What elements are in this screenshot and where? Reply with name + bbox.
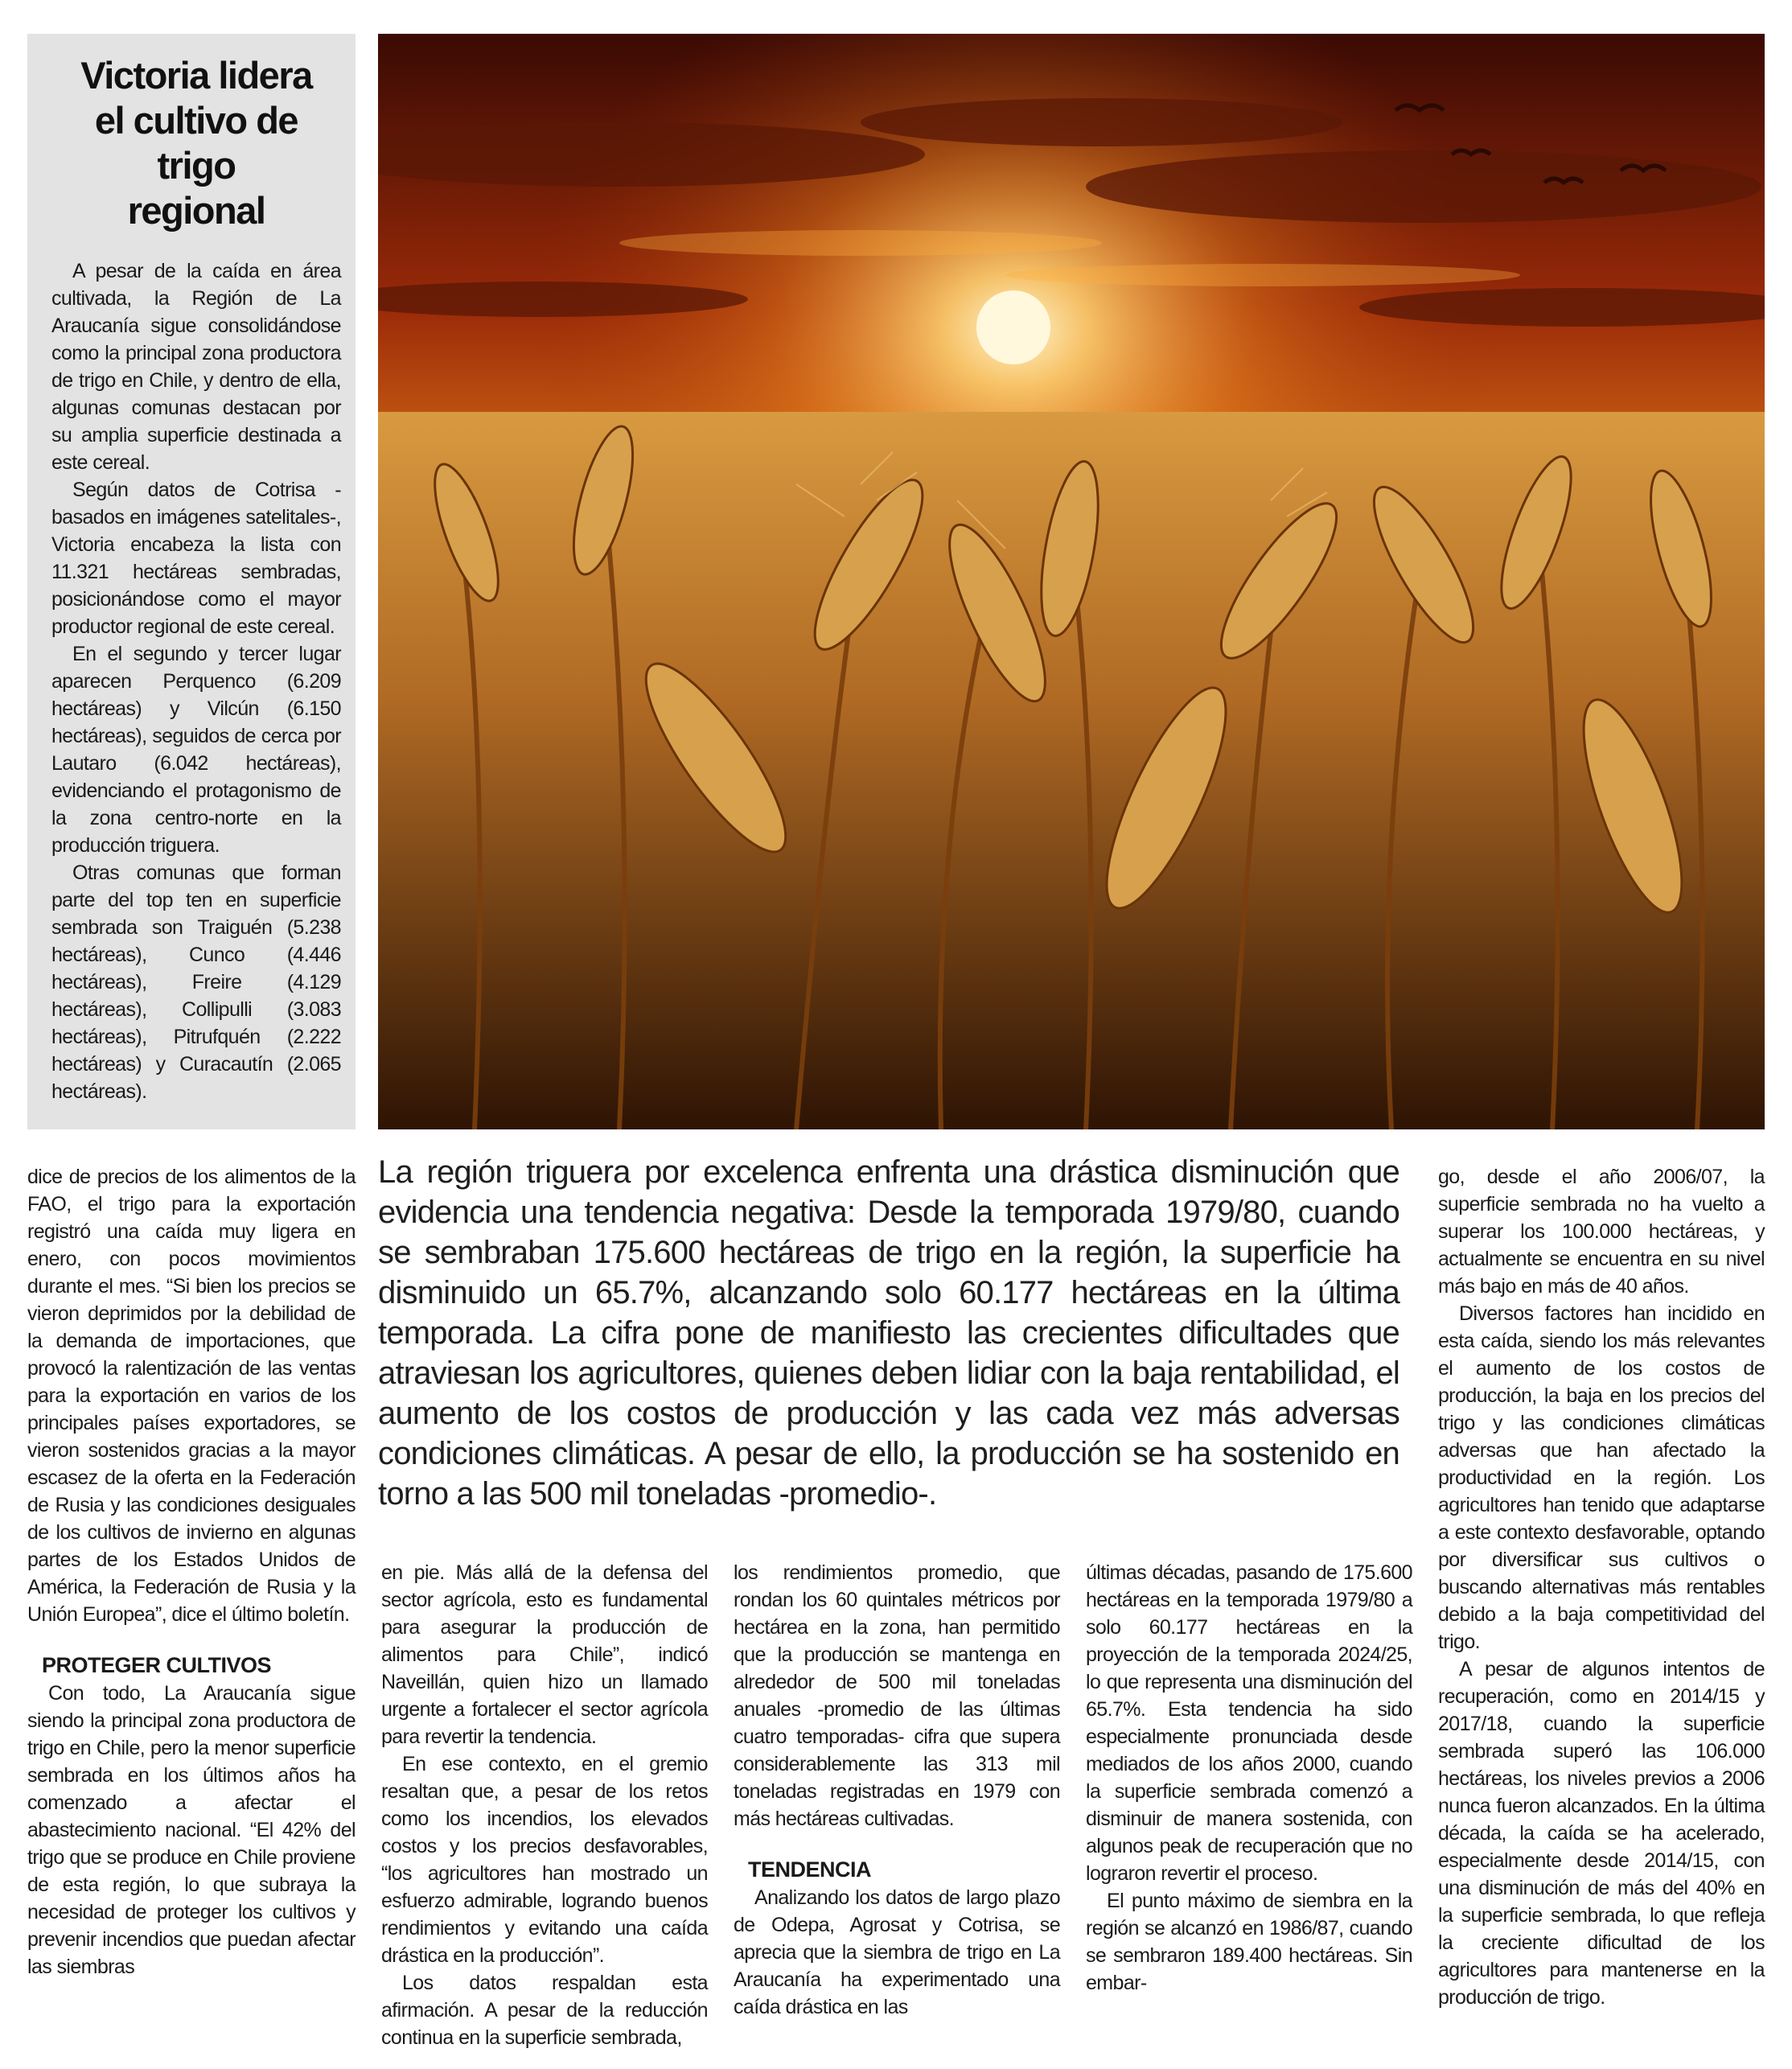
article-paragraph: A pesar de algunos intentos de recuperación, como en 2014/15 y 2017/18, cuando la superficie sembrada superó las 106.000 hectáreas, los niveles previos a 2006 nunca fueron alcanzados. En la última década, la caída se ha acelerado, especialmente desde 2014/15, con una disminución de más del 40% en la superficie sembrada, lo que refleja la creciente dificultad de los agricultores para mantenerse en la producción de trigo. [1438,1658,1765,2009]
article-paragraph: dice de precios de los alimentos de la FAO, el trigo para la exportación registró una caída muy ligera en enero, con pocos movimientos durante el mes. “Si bien los precios se vieron deprimidos por la debilidad de la demanda de importaciones, que provocó la ralentización de las ventas para la exportación en varios de los principales países exportadores, se vieron sostenidos gracias a la mayor escasez de la oferta en la Federación de Rusia y las condiciones desiguales de los cultivos de invierno en algunas partes de los Estados Unidos de América, la Federación de Rusia y la Unión Europea”, dice el último boletín. [27,1166,356,1626]
sidebar-paragraph: Otras comunas que forman parte del top ten en superficie sembrada son Traiguén (5.238 hectáreas), Cunco (4.446 hectáreas), Freire (4.129 hectáreas), Collipulli (3.083 hectáreas), Pitrufquén (2.222 hectáreas) y Curacautín (2.065 hectáreas). [51,862,341,1103]
article-paragraph: En ese contexto, en el gremio resaltan que, a pesar de los retos como los incendios, los elevados costos y los precios desfavorables, “los agricultores han mostrado un esfuerzo admirable, logrando buenos rendimientos y evitando una caída drástica en la producción”. [381,1753,708,1967]
article-column-2 [381,1559,708,2051]
article-column-5 [1438,1163,1765,2011]
sidebar-paragraph: A pesar de la caída en área cultivada, la Región de La Araucanía sigue consolidándose como la principal zona productora de trigo en Chile, y dentro de ella, algunas comunas destacan por su amplia superficie destinada a este cereal. [51,260,341,474]
article-paragraph: Diversos factores han incidido en esta caída, siendo los más relevantes el aumento de los costos de producción, la baja en los precios del trigo y las condiciones climáticas adversas que han afectado la productividad en la región. Los agricultores han tenido que adaptarse a este contexto desfavorable, optando por diversificar sus cultivos o buscando alternativas más rentables debido a la baja competitividad del trigo. [1438,1302,1765,1653]
sidebar-paragraph: Según datos de Cotrisa -basados en imágenes satelitales-, Victoria encabeza la lista con 11.321 hectáreas sembradas, posicionándose como el mayor productor regional de este cereal. [51,479,341,638]
sidebar-paragraph: En el segundo y tercer lugar aparecen Perquenco (6.209 hectáreas) y Vilcún (6.150 hectáreas), seguidos de cerca por Lautaro (6.042 hectáreas), evidenciando el protagonismo de la zona centro-norte en la producción triguera. [51,643,341,857]
article-paragraph: El punto máximo de siembra en la región se alcanzó en 1986/87, cuando se sembraron 189.400 hectáreas. Sin embar- [1086,1890,1412,1994]
sidebar-title-line: el cultivo de trigo [94,99,298,187]
article-paragraph: go, desde el año 2006/07, la superficie sembrada no ha vuelto a superar los 100.000 hectáreas, y actualmente se encuentra en su nivel más bajo en más de 40 años. [1438,1166,1765,1298]
article-paragraph: Analizando los datos de largo plazo de Odepa, Agrosat y Cotrisa, se aprecia que la siembra de trigo en La Araucanía ha experimentado una caída drástica en las [734,1886,1060,2018]
section-heading-proteger-cultivos: PROTEGER CULTIVOS [42,1653,272,1677]
sidebar-title-line: Victoria lidera [80,54,312,97]
article-column-4 [1086,1559,1412,1997]
article-paragraph: últimas décadas, pasando de 175.600 hectáreas en la temporada 1979/80 a solo 60.177 hectáreas en la proyección de la temporada 2024/25, lo que representa una disminución del 65.7%. Esta tendencia ha sido especialmente pronunciada desde mediados de los años 2000, cuando la superficie sembrada comenzó a disminuir de manera sostenida, con algunos peak de recuperación que no lograron revertir el proceso. [1086,1561,1412,1885]
article-paragraph: Los datos respaldan esta afirmación. A pesar de la reducción continua en la superficie sembrada, [381,1972,708,2049]
sidebar-box [27,34,356,1129]
wheat-field-photo [378,34,1765,1129]
article-paragraph: Con todo, La Araucanía sigue siendo la principal zona productora de trigo en Chile, pero la menor superficie sembrada en los últimos años ha comenzado a afectar el abastecimiento nacional. “El 42% del trigo que se produce en Chile proviene de esta región, lo que subraya la necesidad de proteger los cultivos y prevenir incendios que puedan afectar las siembras [27,1682,356,1978]
lede-text: La región triguera por excelenca enfrenta una drástica disminución que evidencia una tendencia negativa: Desde la temporada 1979/80, cuando se sembraban 175.600 hectáreas de trigo en la región, la superficie ha disminuido un 65.7%, alcanzando solo 60.177 hectáreas en la última temporada. La cifra pone de manifiesto las crecientes dificultades que atraviesan los agricultores, quienes deben lidiar con la baja rentabilidad, el aumento de los costos de producción y las cada vez más adversas condiciones climáticas. A pesar de ello, la producción se ha sostenido en torno a las 500 mil toneladas -promedio-. [378,1154,1399,1512]
article-paragraph: los rendimientos promedio, que rondan los 60 quintales métricos por hectárea en la zona, han permitido que la producción se mantenga en alrededor de 500 mil toneladas anuales -promedio de las últimas cuatro temporadas- cifra que supera considerablemente las 313 mil toneladas registradas en 1979 con más hectáreas cultivadas. [734,1561,1060,1830]
article-column-3 [734,1559,1060,2021]
section-heading-tendencia: TENDENCIA [748,1857,872,1882]
article-paragraph: en pie. Más allá de la defensa del sector agrícola, esto es fundamental para asegurar la producción de alimentos para Chile”, indicó Naveillán, quien hizo un llamado urgente a fortalecer el sector agrícola para revertir la tendencia. [381,1561,708,1748]
lede-paragraph [378,1152,1399,1514]
sidebar-title [51,53,341,233]
article-column-1 [27,1163,356,1981]
sidebar-title-line: regional [127,189,265,232]
wheat-field-sunset-illustration [378,34,1765,1129]
